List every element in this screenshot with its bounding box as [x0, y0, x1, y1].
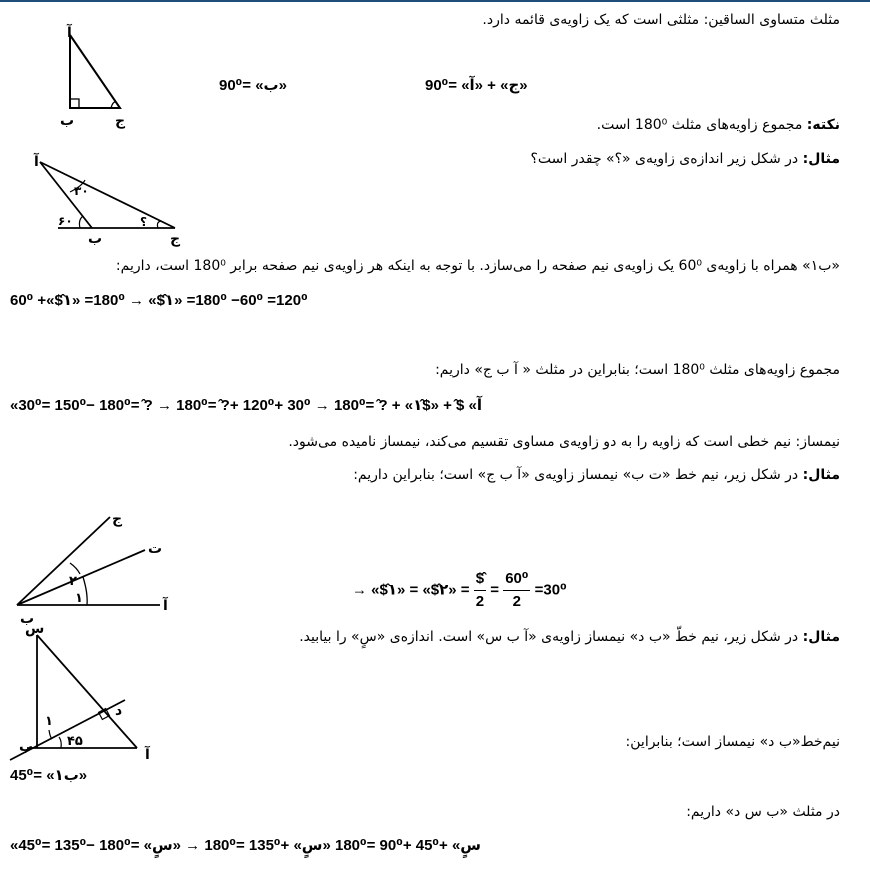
equation-final: «سٍ» +45⁰ +90⁰ =180⁰ «سٍ» +135⁰ =180⁰ → «سٍ» =180⁰ −135⁰ =45⁰ — [10, 837, 481, 854]
note-line — [597, 116, 840, 134]
label-a: آ — [163, 598, 168, 614]
triangle-sum-line: مجموع زاویه‌های مثلث 180⁰ است؛ بنابراین در مثلث « آ ب ج» داریم: — [435, 362, 840, 378]
note-text: مجموع زاویه‌های مثلث 180⁰ است. — [596, 117, 807, 133]
eq4-end: =30⁰ — [534, 581, 567, 599]
example3-label: مثال: — [802, 629, 840, 645]
equation-angle-b: «ب» =90⁰ — [219, 77, 287, 94]
fraction-1: $\frac{\$̂}{2}$ — [475, 570, 485, 610]
label-b: ب — [19, 739, 34, 755]
label-c: ج — [112, 511, 123, 527]
example3-line — [299, 628, 840, 646]
equation-sum-angles: «ج» + «آ» =90⁰ — [425, 77, 528, 94]
equation-triangle-sum: «آ» $̂ + «$̂۱» + ?̂ =180⁰ → 30⁰ +120⁰ +?̂ =180⁰ → ?̂ =180⁰ −150⁰ =30⁰ — [10, 397, 483, 414]
label-s: س — [25, 621, 45, 637]
figure-angle-bisector — [15, 505, 185, 630]
triangle-bsd-line: در مثلث «ب س د» داریم: — [686, 804, 840, 820]
bisector-definition: نیمساز: نیم خطی است که زاویه را به دو زاویه‌ی مساوی تقسیم می‌کند، نیمساز نامیده می‌شود. — [288, 434, 840, 450]
example3-text: در شکل زیر، نیم خطّ «ب د» نیمساز زاویه‌ی «آ ب س» است. اندازه‌ی «سٍ» را بیابید. — [299, 629, 803, 645]
equation-b1: «ب۱» =45⁰ — [10, 767, 88, 784]
bisector-statement: نیم‌خط«ب د» نیمساز است؛ بنابراین: — [625, 734, 840, 750]
example2-text: در شکل زیر، نیم خط «ت ب» نیمساز زاویه‌ی «آ ب ج» است؛ بنابراین داریم: — [353, 467, 803, 483]
note-label: نکته: — [806, 117, 840, 133]
example1-label: مثال: — [802, 151, 840, 167]
equation-bisector: → «$̂۱» = «$̂۲» = $\frac{\$̂}{2}$ = $\frac{\text{60⁰}}{2}$ =30⁰ — [352, 568, 567, 613]
label-c: ج — [170, 231, 181, 247]
label-b: ب — [60, 113, 75, 129]
angle-45: ۴۵ — [67, 734, 83, 749]
equation-half-plane: 60⁰ +«$̂۱» =180⁰ → «$̂۱» =180⁰ −60⁰ =120⁰ — [10, 292, 308, 309]
label-b: ب — [88, 231, 103, 247]
half-plane-line: «ب۱» همراه با زاویه‌ی 60⁰ یک زاویه‌ی نیم صفحه را می‌سازد. با توجه به اینکه هر زاویه‌ی نیم صفحه برابر 180⁰ است، داریم: — [115, 258, 840, 274]
example2-line — [353, 466, 840, 484]
angle-60: ۶۰ — [58, 214, 73, 228]
definition-right-triangle: مثلث متساوی الساقین: مثلثی است که یک زاویه‌ی قائمه دارد. — [482, 12, 840, 28]
angle-30: ۳۰ — [74, 184, 89, 198]
angle-1: ۱ — [45, 714, 53, 729]
label-d: د — [115, 703, 123, 719]
figure-right-triangle-bisector — [5, 621, 175, 765]
figure-right-triangle — [55, 25, 145, 135]
angle-question: ؟ — [140, 215, 147, 229]
example2-label: مثال: — [802, 467, 840, 483]
figure-obtuse-triangle — [30, 150, 200, 250]
fraction-2: $\frac{\text{60⁰}}{2}$ — [505, 570, 529, 610]
label-c: ج — [115, 113, 126, 129]
label-a: آ — [145, 747, 150, 763]
angle-2: ۲ — [69, 574, 77, 589]
eq4-left: → «$̂۱» = «$̂۲» = — [352, 581, 470, 599]
label-t: ت — [148, 541, 163, 557]
angle-1: ۱ — [75, 591, 83, 606]
top-border — [0, 0, 870, 2]
example1-line — [531, 150, 841, 168]
label-b: ب — [20, 611, 35, 627]
example1-text: در شکل زیر اندازه‌ی زاویه‌ی «؟» چقدر است؟ — [530, 151, 803, 167]
label-a: آ — [34, 154, 39, 170]
label-a: آ — [67, 25, 72, 41]
